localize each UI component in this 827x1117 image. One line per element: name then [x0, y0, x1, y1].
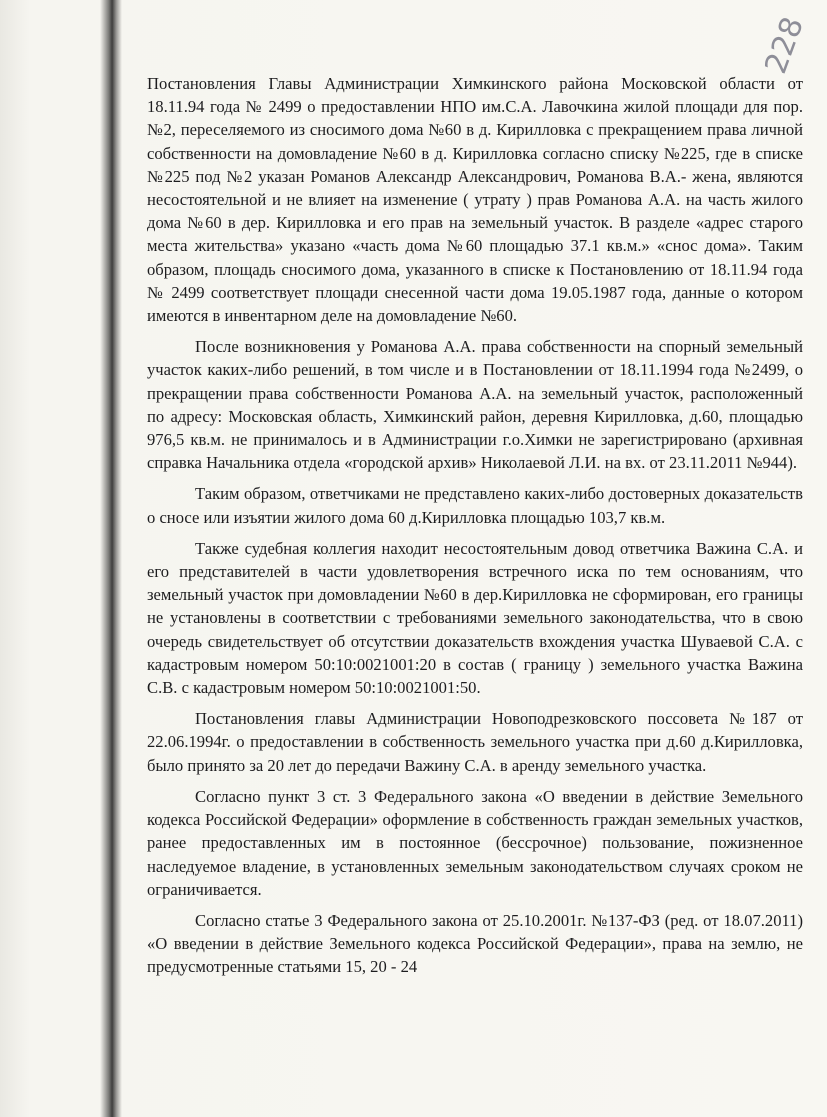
paragraph: Постановления Главы Администрации Химкинского района Московской области от 18.11.94 года № 2499 о предоставлении НПО им.С.А. Лавочкина жилой площади для пор.№2, переселяемого из сносимого дома №60 в д. Кирилловка с прекращением права личной собственности на домовладение №60 в д. Кирилловка согласно списку №225, где в списке №225 под №2 указан Романов Александр Александрович, Романова В.А.- жена, являются несостоятельной и не влияет на изменение ( утрату ) прав Романова А.А. на часть жилого дома №60 в дер. Кирилловка и его прав на земельный участок. В разделе «адрес старого места жительства» указано «часть дома №60 площадью 37.1 кв.м.» «снос дома». Таким образом, площадь сносимого дома, указанного в списке к Постановлению от 18.11.94 года № 2499 соответствует площади снесенной части дома 19.05.1987 года, данные о котором имеются в инвентарном деле на домовладение №60. [147, 74, 803, 326]
paragraph: Таким образом, ответчиками не представлено каких-либо достоверных доказательств о сносе или изъятии жилого дома 60 д.Кирилловка площадью 103,7 кв.м. [147, 484, 803, 527]
binding-shadow [100, 0, 122, 1117]
paragraph: Согласно статье 3 Федерального закона от 25.10.2001г. №137-ФЗ (ред. от 18.07.2011) «О введении в действие Земельного кодекса Российской Федерации», права на землю, не предусмотренные статьями 15, 20 - 24 [147, 910, 803, 977]
paragraph: Также судебная коллегия находит несостоятельным довод ответчика Важина С.А. и его представителей в части удовлетворения встречного иска по тем основаниям, что земельный участок при домовладении №60 в дер.Кирилловка не сформирован, его границы не установлены в соответствии с требованиями земельного законодательства, что в свою очередь свидетельствует об отсутствии доказательств вхождения участка Шуваевой С.А. с кадастровым номером 50:10:0021001:20 в состав ( границу ) земельного участка Важина С.В. с кадастровым номером 50:10:0021001:50. [147, 538, 803, 698]
handwritten-page-number: 228 [758, 12, 811, 79]
paragraph: После возникновения у Романова А.А. права собственности на спорный земельный участок каких-либо решений, в том числе и в Постановлении от 18.11.1994 года №2499, о прекращении права собственности Романова А.А. на земельный участок, расположенный по адресу: Московская область, Химкинский район, деревня Кирилловка, д.60, площадью 976,5 кв.м. не принималось и в Администрации г.о.Химки не зарегистрировано (архивная справка Начальника отдела «городской архив» Николаевой Л.И. на вх. от 23.11.2011 №944). [147, 337, 803, 473]
paragraph: Согласно пункт 3 ст. 3 Федерального закона «О введении в действие Земельного кодекса Российской Федерации» оформление в собственность граждан земельных участков, ранее предоставленных им в постоянное (бессрочное) пользование, пожизненное наследуемое владение, в установленных земельным законодательством случаях сроком не ограничивается. [147, 786, 803, 899]
paragraph: Постановления главы Администрации Новоподрезковского поссовета №187 от 22.06.1994г. о предоставлении в собственность земельного участка при д.60 д.Кирилловка, было принято за 20 лет до передачи Важину С.А. в аренду земельного участка. [147, 709, 803, 775]
document-body [147, 72, 803, 979]
